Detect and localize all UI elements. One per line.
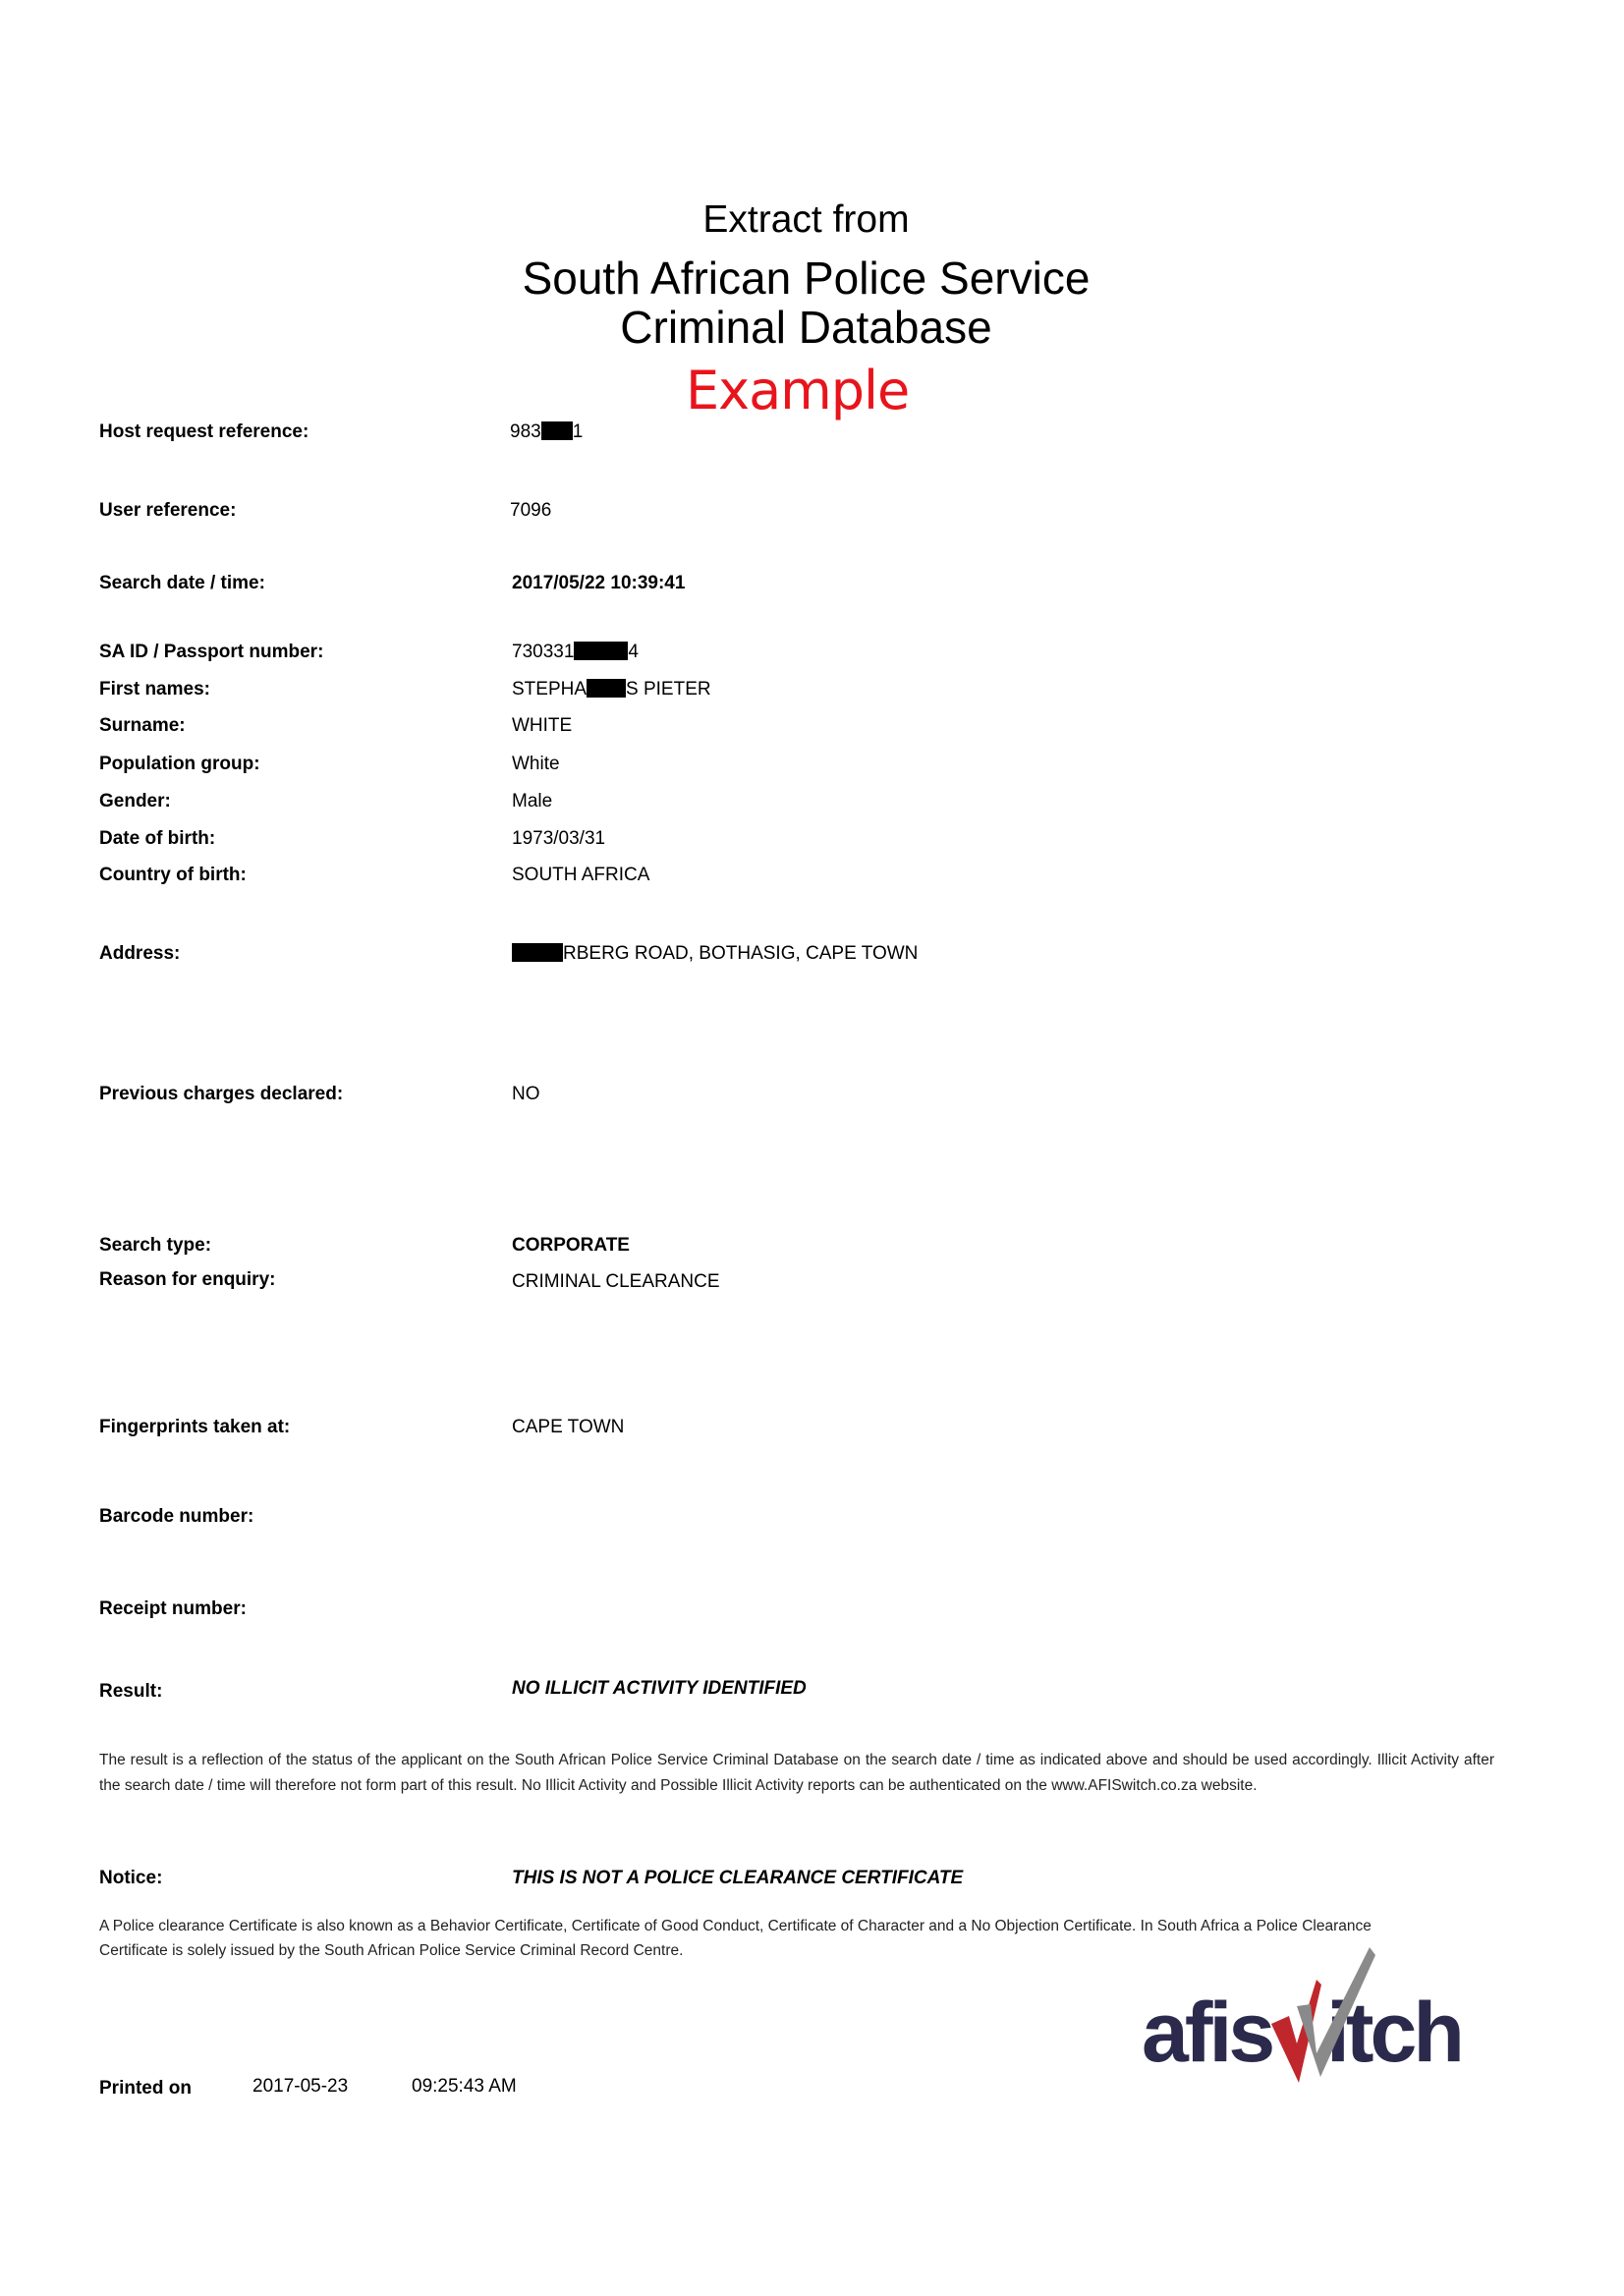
redaction-box [541, 421, 573, 440]
host-ref-value [510, 421, 583, 443]
reason-value: CRIMINAL CLEARANCE [512, 1271, 720, 1292]
host-ref-label: Host request reference: [99, 421, 309, 442]
address-value [512, 943, 918, 965]
user-ref-value: 7096 [510, 500, 552, 521]
fingerprints-value: CAPE TOWN [512, 1417, 625, 1437]
fingerprints-label: Fingerprints taken at: [99, 1417, 291, 1437]
redaction-box [512, 943, 563, 962]
host-ref-prefix: 983 [510, 421, 541, 442]
example-watermark: Example [686, 360, 910, 421]
reason-label: Reason for enquiry: [99, 1269, 276, 1290]
redaction-box [574, 642, 628, 660]
id-suffix: 4 [628, 642, 639, 662]
first-names-label: First names: [99, 679, 210, 700]
search-type-label: Search type: [99, 1235, 212, 1256]
header-agency: South African Police Service [522, 252, 1091, 304]
address-label: Address: [99, 943, 181, 964]
id-value [512, 642, 639, 663]
dob-label: Date of birth: [99, 828, 216, 849]
svg-text:afis: afis [1142, 1986, 1272, 2080]
dob-value: 1973/03/31 [512, 828, 606, 849]
search-datetime-label: Search date / time: [99, 573, 265, 593]
header-database: Criminal Database [620, 302, 992, 353]
address-suffix: RBERG ROAD, BOTHASIG, CAPE TOWN [563, 943, 919, 964]
notice-paragraph: A Police clearance Certificate is also known as a Behavior Certificate, Certificate of Good Conduct, Certificate of Character and a No Objection Certificate. In South Africa a Police Clearance Certificate is solely issued by the South African Police Service Criminal Record Centre. [99, 1918, 1372, 1959]
svg-text:itch: itch [1326, 1986, 1461, 2080]
search-datetime-value: 2017/05/22 10:39:41 [512, 573, 686, 593]
search-type-value: CORPORATE [512, 1235, 630, 1256]
header-extract-from: Extract from [702, 198, 910, 241]
prev-charges-value: NO [512, 1084, 540, 1104]
prev-charges-label: Previous charges declared: [99, 1084, 344, 1104]
result-label: Result: [99, 1681, 163, 1702]
host-ref-suffix: 1 [572, 421, 584, 442]
first-names-suffix: S PIETER [626, 679, 711, 700]
notice-label: Notice: [99, 1868, 163, 1888]
printed-time: 09:25:43 AM [412, 2076, 517, 2097]
gender-label: Gender: [99, 791, 171, 812]
country-label: Country of birth: [99, 865, 247, 885]
notice-value: THIS IS NOT A POLICE CLEARANCE CERTIFICATE [512, 1868, 964, 1888]
population-value: White [512, 754, 560, 774]
afiswitch-logo-icon [1142, 1945, 1471, 2088]
result-value: NO ILLICIT ACTIVITY IDENTIFIED [512, 1678, 807, 1699]
disclaimer-paragraph: The result is a reflection of the status of the applicant on the South African Police Service Criminal Database on the search date / time as indicated above and should be used accordingly. Illicit Activity after the search date / time will therefore not form part of this result. No Illicit Activity and Possible Illicit Activity reports can be authenticated on the www.AFISwitch.co.za website. [99, 1752, 1494, 1794]
receipt-label: Receipt number: [99, 1598, 247, 1619]
printed-on-label: Printed on [99, 2078, 192, 2099]
printed-date: 2017-05-23 [252, 2076, 349, 2097]
barcode-label: Barcode number: [99, 1506, 254, 1527]
afiswitch-logo [1142, 1945, 1471, 2088]
id-prefix: 730331 [512, 642, 575, 662]
country-value: SOUTH AFRICA [512, 865, 650, 885]
user-ref-label: User reference: [99, 500, 237, 521]
id-label: SA ID / Passport number: [99, 642, 324, 662]
population-label: Population group: [99, 754, 260, 774]
first-names-prefix: STEPHA [512, 679, 588, 700]
gender-value: Male [512, 791, 553, 812]
first-names-value [512, 679, 711, 700]
surname-label: Surname: [99, 715, 186, 736]
surname-value: WHITE [512, 715, 573, 736]
redaction-box [587, 679, 626, 698]
